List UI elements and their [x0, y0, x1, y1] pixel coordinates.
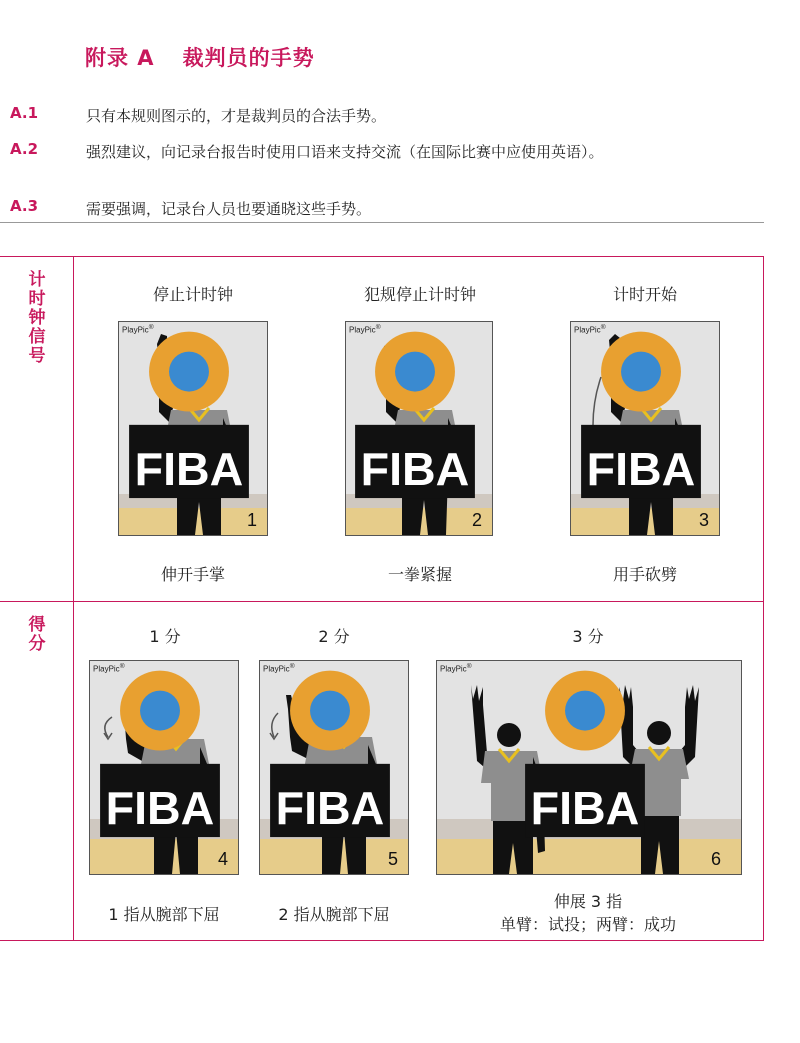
signal-photo-start-clock: PlayPic® FIBA 3 [570, 321, 720, 536]
table-top-border [0, 256, 764, 257]
svg-text:FIBA: FIBA [530, 781, 640, 834]
fiba-logo-icon [436, 664, 737, 875]
appendix-title: 裁判员的手势 [182, 46, 315, 70]
signal-photo-stop-clock: PlayPic® FIBA 1 [118, 321, 268, 536]
section-label-clock: 计 时 钟 信 号 [28, 270, 46, 366]
signal-caption: 1 指从腕部下屈 [108, 905, 220, 924]
divider [0, 222, 764, 223]
svg-text:FIBA: FIBA [105, 781, 215, 834]
rule-label: A.3 [10, 197, 39, 215]
photo-number: 6 [710, 849, 721, 869]
table-right-border [763, 256, 764, 941]
signal-title: 2 分 [318, 627, 350, 646]
signal-caption: 一拳紧握 [387, 565, 452, 584]
fiba-logo-icon [118, 325, 263, 536]
signal-photo-two-points: PlayPic® FIBA 5 [259, 660, 409, 875]
svg-text:FIBA: FIBA [134, 442, 244, 495]
fiba-logo-icon [259, 664, 404, 875]
photo-number: 2 [471, 510, 482, 530]
svg-text:FIBA: FIBA [586, 442, 696, 495]
fiba-logo-icon [89, 664, 234, 875]
svg-text:FIBA: FIBA [360, 442, 470, 495]
signal-caption: 用手砍劈 [612, 565, 677, 584]
photo-number: 4 [217, 849, 228, 869]
table-column-border [73, 256, 74, 941]
signal-caption: 2 指从腕部下屈 [278, 905, 390, 924]
page-title [85, 42, 315, 72]
svg-text:FIBA: FIBA [275, 781, 385, 834]
signal-photo-one-point: PlayPic® FIBA 4 [89, 660, 239, 875]
table-row-border [0, 601, 764, 602]
signal-caption: 伸开手掌 [160, 565, 225, 584]
table-bottom-border [0, 940, 764, 941]
section-label-score: 得 分 [28, 615, 46, 654]
rule-text: 只有本规则图示的，才是裁判员的合法手势。 [86, 107, 387, 125]
fiba-logo-icon [570, 325, 715, 536]
rule-text: 强烈建议，向记录台报告时使用口语来支持交流（在国际比赛中应使用英语）。 [86, 143, 604, 161]
signal-photo-three-points: PlayPic® FIBA 6 [436, 660, 742, 875]
signal-title: 犯规停止计时钟 [363, 285, 476, 304]
photo-number: 1 [246, 510, 257, 530]
signal-title: 3 分 [572, 627, 604, 646]
photo-number: 3 [698, 510, 709, 530]
rule-text: 需要强调，记录台人员也要通晓这些手势。 [86, 200, 372, 218]
signal-title: 1 分 [149, 627, 181, 646]
signal-caption: 伸展 3 指 [553, 892, 623, 911]
rule-label: A.2 [10, 140, 39, 158]
fiba-logo-icon [345, 325, 488, 536]
signal-title: 计时开始 [612, 285, 677, 304]
appendix-label: 附录 A [85, 46, 155, 70]
signal-title: 停止计时钟 [152, 285, 233, 304]
signal-photo-foul-stop-clock: PlayPic® FIBA 2 [345, 321, 493, 536]
rule-label: A.1 [10, 104, 39, 122]
signal-caption-detail: 单臂：试投；两臂：成功 [499, 915, 676, 934]
photo-number: 5 [387, 849, 398, 869]
